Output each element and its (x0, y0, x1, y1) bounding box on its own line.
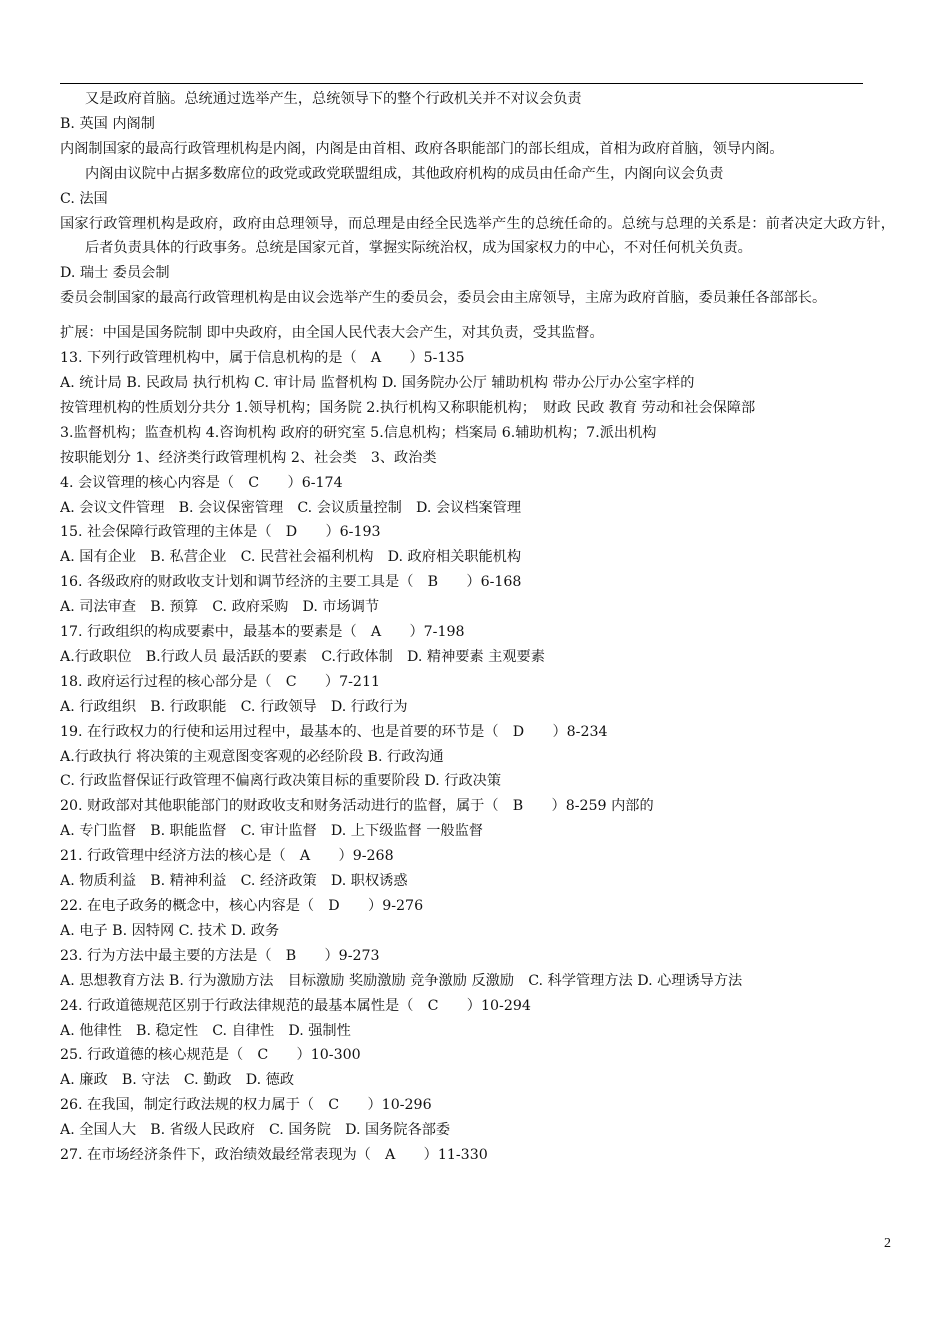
answer-options: A. 国有企业 B. 私营企业 C. 民营社会福利机构 D. 政府相关职能机构 (60, 549, 522, 566)
question: 22. 在电子政务的概念中，核心内容是（ D ）9-276 (60, 898, 424, 914)
answer-options: A. 他律性 B. 稳定性 C. 自律性 D. 强制性 (60, 1022, 351, 1039)
answer-options: A. 电子 B. 因特网 C. 技术 D. 政务 (60, 922, 280, 939)
question: 19. 在行政权力的行使和运用过程中，最基本的、也是首要的环节是（ D ）8-234 (60, 723, 608, 740)
answer-options: A. 物质利益 B. 精神利益 C. 经济政策 D. 职权诱惑 (60, 873, 408, 890)
question: 17. 行政组织的构成要素中，最基本的要素是（ A ）7-198 (60, 624, 465, 641)
question: 20. 财政部对其他职能部门的财政收支和财务活动进行的监督，属于（ B ）8-259 内部的 (60, 798, 654, 815)
paragraph: 国家行政管理机构是政府，政府由总理领导，而总理是由经全民选举产生的总统任命的。总统与总理的关系是：前者决定大政方针，后者负责具体的行政事务。总统是国家元首，掌握实际统治权，成为国家权力的中心，不对任何机关负责。 (60, 215, 895, 257)
spacer (60, 311, 895, 321)
page-body (60, 87, 895, 1168)
text-line: 按职能划分 1、经济类行政管理机构 2、社会类 3、政治类 (60, 449, 437, 466)
question: 26. 在我国，制定行政法规的权力属于（ C ）10-296 (60, 1097, 432, 1114)
section-heading: D. 瑞士 委员会制 (60, 265, 170, 282)
question: 13. 下列行政管理机构中，属于信息机构的是（ A ）5-135 (60, 350, 465, 367)
question: 18. 政府运行过程的核心部分是（ C ）7-211 (60, 673, 381, 690)
question: 15. 社会保障行政管理的主体是（ D ）6-193 (60, 524, 381, 541)
answer-options: A. 会议文件管理 B. 会议保密管理 C. 会议质量控制 D. 会议档案管理 (60, 499, 522, 516)
section-heading: C. 法国 (60, 190, 108, 207)
answer-options: A. 统计局 B. 民政局 执行机构 C. 审计局 监督机构 D. 国务院办公厅 辅助机构 带办公厅办公室字样的 (60, 374, 695, 391)
text-line: 内阁由议院中占据多数席位的政党或政党联盟组成，其他政府机构的成员由任命产生，内阁向议会负责 (85, 165, 724, 182)
answer-options: A. 司法审查 B. 预算 C. 政府采购 D. 市场调节 (60, 599, 380, 616)
question: 21. 行政管理中经济方法的核心是（ A ）9-268 (60, 848, 394, 865)
answer-options: C. 行政监督保证行政管理不偏离行政决策目标的重要阶段 D. 行政决策 (60, 773, 502, 790)
question: 4. 会议管理的核心内容是（ C ）6-174 (60, 474, 343, 491)
paragraph: 委员会制国家的最高行政管理机构是由议会选举产生的委员会，委员会由主席领导，主席为政府首脑，委员兼任各部部长。 (60, 290, 827, 307)
question: 27. 在市场经济条件下，政治绩效最经常表现为（ A ）11-330 (60, 1147, 488, 1164)
question: 24. 行政道德规范区别于行政法律规范的最基本属性是（ C ）10-294 (60, 997, 531, 1014)
text-line: 又是政府首脑。总统通过选举产生，总统领导下的整个行政机关并不对议会负责 (85, 91, 582, 107)
header-rule (60, 83, 863, 84)
answer-options: A. 廉政 B. 守法 C. 勤政 D. 德政 (60, 1072, 295, 1089)
page-number: 2 (884, 1236, 891, 1251)
answer-options: A.行政职位 B.行政人员 最活跃的要素 C.行政体制 D. 精神要素 主观要素 (60, 648, 545, 665)
answer-options: A. 专门监督 B. 职能监督 C. 审计监督 D. 上下级监督 一般监督 (60, 823, 483, 840)
question: 23. 行为方法中最主要的方法是（ B ）9-273 (60, 947, 380, 964)
text-line: 按管理机构的性质划分共分 1.领导机构；国务院 2.执行机构又称职能机构； 财政 民政 教育 劳动和社会保障部 (60, 399, 756, 416)
answer-options: A. 行政组织 B. 行政职能 C. 行政领导 D. 行政行为 (60, 698, 408, 715)
question: 25. 行政道德的核心规范是（ C ）10-300 (60, 1047, 361, 1064)
answer-options: A. 思想教育方法 B. 行为激励方法 目标激励 奖励激励 竞争激励 反激励 C. 科学管理方法 D. 心理诱导方法 (60, 972, 743, 989)
text-line: 扩展：中国是国务院制 即中央政府，由全国人民代表大会产生，对其负责，受其监督。 (60, 325, 604, 342)
answer-options: A.行政执行 将决策的主观意图变客观的必经阶段 B. 行政沟通 (60, 748, 444, 765)
text-line: 3.监督机构；监查机构 4.咨询机构 政府的研究室 5.信息机构；档案局 6.辅助机构；7.派出机构 (60, 424, 657, 441)
section-heading: B. 英国 内阁制 (60, 115, 155, 132)
question: 16. 各级政府的财政收支计划和调节经济的主要工具是（ B ）6-168 (60, 574, 522, 591)
text-line: 内阁制国家的最高行政管理机构是内阁，内阁是由首相、政府各职能部门的部长组成，首相为政府首脑，领导内阁。 (60, 140, 784, 157)
answer-options: A. 全国人大 B. 省级人民政府 C. 国务院 D. 国务院各部委 (60, 1122, 451, 1139)
